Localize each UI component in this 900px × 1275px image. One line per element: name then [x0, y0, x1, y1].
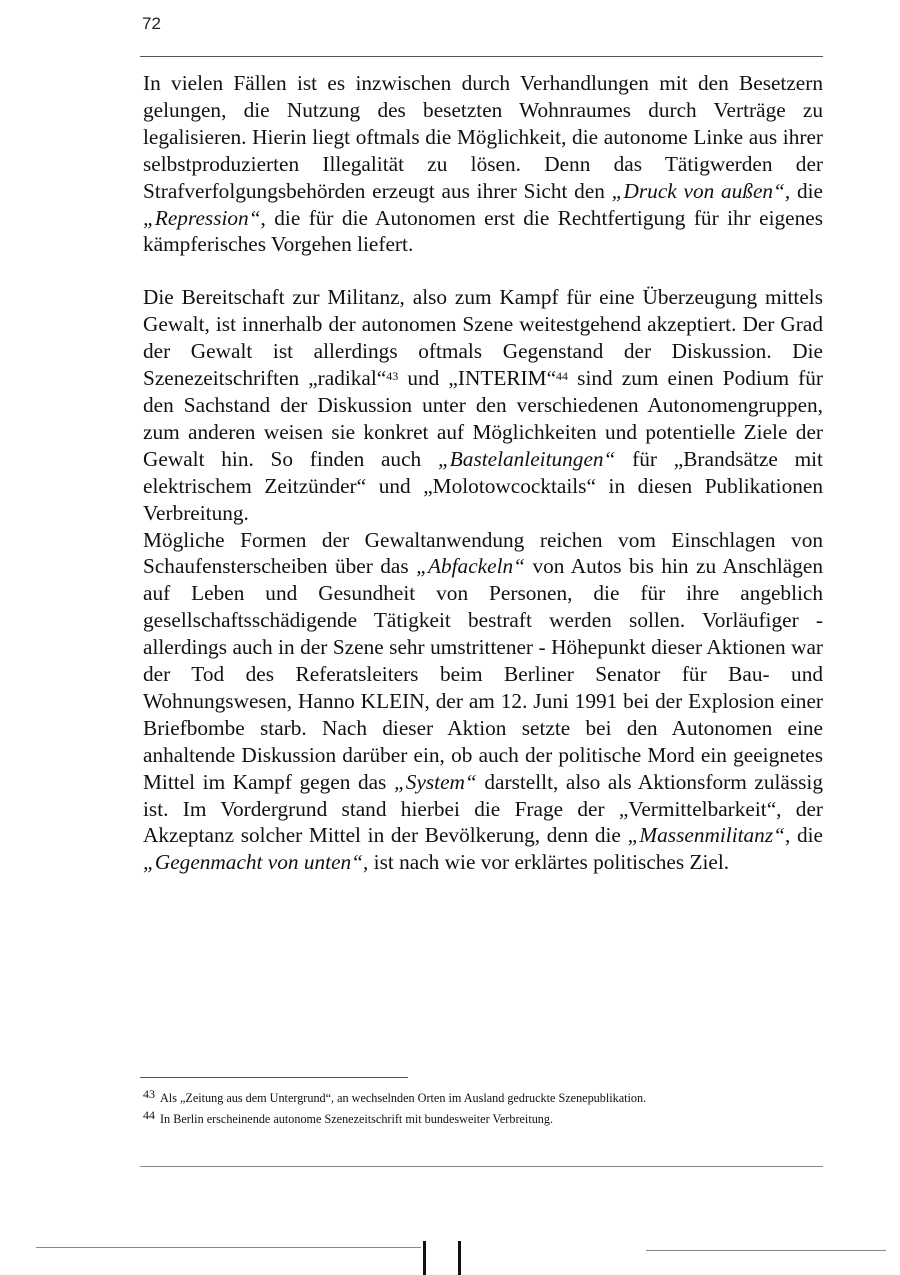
text-run: sind zum einen Podium für den Sachstand der Diskussion unter den verschiedenen Autonomengruppen, zum anderen weisen sie konkret auf Möglichkeiten und potentielle Ziele der Gewalt hin. So finden auch — [143, 366, 823, 471]
text-run: , ist nach wie vor erklärtes politisches Ziel. — [363, 850, 730, 875]
text-run: und „INTERIM“ — [398, 366, 557, 391]
header-divider — [140, 56, 823, 57]
scan-artifact-mark — [458, 1241, 461, 1275]
footnote-44 — [143, 1107, 823, 1128]
text-run: Mögliche Formen der Gewaltanwendung reichen vom Einschlagen von Schaufensterscheiben über das — [143, 527, 823, 579]
page-number: 72 — [142, 14, 161, 33]
scan-artifact-line — [36, 1247, 421, 1248]
quote-druck-von-aussen: „Druck von außen“ — [611, 178, 785, 203]
text-run: für „Brandsätze mit elektrischem Zeitzünder“ und „Molotowcocktails“ in diesen Publikationen Verbreitung. — [143, 446, 823, 525]
footnote-divider — [140, 1077, 408, 1078]
paragraph-1 — [143, 70, 823, 258]
text-run: , die — [784, 823, 823, 848]
text-run: , die für die Autonomen erst die Rechtfertigung für ihr eigenes kämpferisches Vorgehen liefert. — [143, 205, 823, 257]
footnotes — [143, 1086, 823, 1128]
text-run: von Autos bis hin zu Anschlägen auf Leben und Gesundheit von Personen, die für ihre angeblich gesellschaftsschädigende Tätigkeit bestraft werden sollen. Vorläufiger - allerdings auch in der Szene sehr umstrittener - Höhepunkt dieser Aktionen war der Tod des Referatsleiters beim Berliner Senator für Bau- und Wohnungswesen, Hanno KLEIN, der am 12. Juni 1991 bei der Explosion einer Briefbombe starb. Nach dieser Aktion setzte bei den Autonomen eine anhaltende Diskussion darüber ein, ob auch der politische Mord ein geeignetes Mittel im Kampf gegen das — [143, 554, 823, 794]
footnote-ref-43[interactable]: 43 — [386, 369, 399, 384]
footer-divider — [140, 1166, 823, 1167]
text-run: darstellt, also als Aktionsform zulässig ist. Im Vordergrund stand hierbei die Frage der „Vermittelbarkeit“, der Akzeptanz solcher Mittel in der Bevölkerung, denn die — [143, 769, 823, 848]
footnote-43 — [143, 1086, 823, 1107]
paragraph-2 — [143, 284, 823, 876]
scan-artifact-mark — [423, 1241, 426, 1275]
body-text — [143, 70, 823, 876]
quote-repression: „Repression“ — [143, 205, 261, 230]
footnote-number: 44 — [143, 1108, 155, 1122]
quote-abfackeln: „Abfackeln“ — [416, 554, 525, 579]
quote-gegenmacht-von-unten: „Gegenmacht von unten“ — [143, 850, 364, 875]
quote-system: „System“ — [393, 769, 477, 794]
text-run: In vielen Fällen ist es inzwischen durch Verhandlungen mit den Besetzern gelungen, die Nutzung des besetzten Wohnraumes durch Verträge zu legalisieren. Hierin liegt oftmals die Möglichkeit, die autonome Linke aus ihrer selbstproduzierten Illegalität zu lösen. Denn das Tätigwerden der Strafverfolgungsbehörden erzeugt aus ihrer Sicht den — [143, 71, 823, 203]
quote-massenmilitanz: „Massenmilitanz“ — [627, 823, 785, 848]
footnote-number: 43 — [143, 1087, 155, 1101]
scan-artifact-line — [646, 1250, 886, 1251]
footnote-text: Als „Zeitung aus dem Untergrund“, an wechselnden Orten im Ausland gedruckte Szenepublikation. — [160, 1091, 647, 1105]
text-run: Die Bereitschaft zur Militanz, also zum Kampf für eine Überzeugung mittels Gewalt, ist innerhalb der autonomen Szene weitestgehend akzeptiert. Der Grad der Gewalt ist allerdings oftmals Gegenstand der Diskussion. Die Szenezeitschriften „radikal“ — [143, 285, 823, 391]
text-run: , die — [784, 178, 823, 203]
footnote-text: In Berlin erscheinende autonome Szenezeitschrift mit bundesweiter Verbreitung. — [160, 1112, 554, 1126]
quote-bastelanleitungen: „Bastelanleitungen“ — [437, 446, 616, 471]
footnote-ref-44[interactable]: 44 — [556, 369, 569, 384]
